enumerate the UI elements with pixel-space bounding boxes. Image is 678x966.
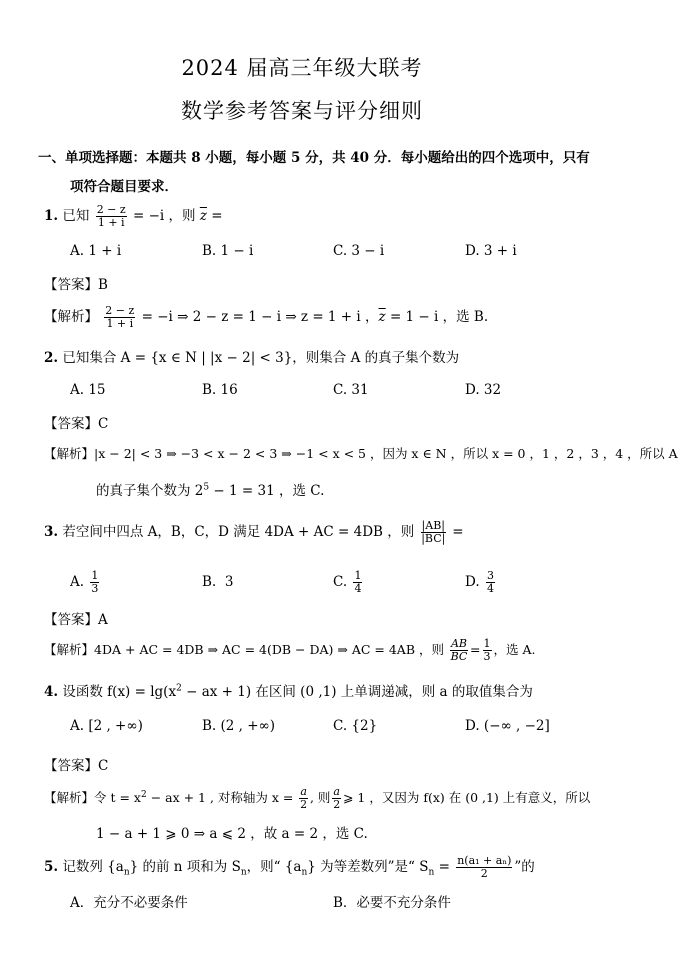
q4-an-c: , 则	[309, 790, 331, 805]
q3-a-num: 1	[91, 569, 99, 582]
q5-frac-den: 2	[480, 867, 488, 880]
q5-sub3: n	[301, 867, 308, 878]
q3-answer-value: A	[98, 612, 108, 628]
q3-a-frac	[90, 570, 99, 595]
q4-an-a: 令 t = x	[94, 790, 141, 805]
q5-text-e: =	[434, 859, 450, 875]
q1-analysis	[44, 305, 488, 330]
q2-an-sup: 5	[203, 482, 210, 493]
q4-an-frac1	[299, 786, 308, 811]
q4-text-a: 设函数 f(x) = lg(x	[62, 684, 177, 700]
q1-an-end: = 1 − i ，选 B.	[385, 309, 489, 325]
question-number: 4.	[44, 684, 59, 700]
q4-an-f1-den: 2	[300, 798, 308, 811]
question-number: 5.	[44, 859, 59, 875]
q5-frac-num: n(a₁ + aₙ)	[457, 854, 512, 867]
q2-option-b: B. 16	[202, 382, 238, 398]
q1-frac-den: 1 + i	[97, 216, 125, 229]
q3-option-a	[70, 570, 101, 595]
q1-option-d: D. 3 + i	[465, 243, 517, 259]
answer-label: 【答案】	[44, 612, 98, 628]
q3-analysis	[44, 638, 535, 663]
q1-an-zbar: $\overline{z}$	[378, 309, 386, 325]
document-subtitle: 数学参考答案与评分细则	[181, 99, 423, 123]
document-title: 2024 届高三年级大联考	[181, 56, 423, 80]
q3-an-end: ，选 A.	[493, 642, 536, 657]
q2-an-line2b: − 1 = 31 ，选 C.	[209, 483, 325, 499]
q4-option-b: B. (2 , +∞)	[202, 718, 276, 734]
q4-option-a: A. [2 , +∞)	[70, 718, 143, 734]
q3-option-d	[465, 570, 497, 595]
q5-text-d: } 为等差数列”是“ S	[307, 859, 429, 875]
q4-an-f2-num: a	[333, 785, 340, 798]
q5-sub2: n	[240, 867, 247, 878]
analysis-label: 【解析】	[44, 309, 98, 325]
q3-c-frac	[353, 570, 362, 595]
analysis-label: 【解析】	[44, 642, 95, 657]
q1-zbar: $\overline{z}$	[199, 208, 207, 224]
q2-text: 已知集合 A = {x ∈ N | |x − 2| < 3}，则集合 A 的真子集个数为	[62, 350, 460, 366]
q1-mid: = −i ，则	[133, 208, 196, 224]
section-heading-line1: 一、单项选择题：本题共 8 小题，每小题 5 分，共 40 分．每小题给出的四个选项中，只有	[38, 150, 590, 166]
q2-answer	[44, 412, 108, 432]
analysis-label: 【解析】	[44, 790, 95, 805]
q2-an-line1: |x − 2| < 3 ⇒ −3 < x − 2 < 3 ⇒ −1 < x < 5 ，因为 x ∈ N ，所以 x = 0 ，1 ，2 ，3 ，4 ，所以 A	[94, 446, 678, 461]
q4-an-f2-den: 2	[333, 798, 341, 811]
q1-eq: =	[211, 208, 223, 224]
q3-d-label: D.	[465, 574, 480, 590]
q3-frac-num: |AB|	[421, 519, 445, 532]
q2-an-line2a: 的真子集个数为 2	[96, 483, 204, 499]
q4-an-sup: 2	[140, 789, 147, 800]
question-number: 2.	[44, 350, 59, 366]
q4-an-b: − ax + 1 , 对称轴为 x =	[146, 790, 294, 805]
q3-an-frac2	[483, 638, 492, 663]
q4-an-frac2	[332, 786, 341, 811]
question-4-stem	[44, 680, 533, 700]
q3-option-b	[202, 574, 233, 590]
q3-an-frac2-num: 1	[483, 637, 491, 650]
q3-an-frac2-den: 3	[483, 650, 491, 663]
q2-option-c: C. 31	[333, 382, 369, 398]
q3-frac-den: |BC|	[421, 532, 446, 545]
answer-label: 【答案】	[44, 758, 98, 774]
section-heading-line2: 项符合题目要求．	[70, 179, 178, 195]
q3-an-text: 4DA + AC = 4DB ⇒ AC = 4(DB − DA) ⇒ AC = 4AB ，则	[94, 642, 444, 657]
q3-answer	[44, 608, 108, 628]
q4-sup: 2	[176, 683, 182, 694]
q5-option-b: B．必要不充分条件	[333, 895, 451, 911]
answer-label: 【答案】	[44, 416, 98, 432]
q5-text-b: } 的前 n 项和为 S	[129, 859, 241, 875]
q3-a-label: A.	[70, 574, 85, 590]
q1-option-c: C. 3 − i	[333, 243, 385, 259]
q4-an-d: ⩾ 1 ，又因为 f(x) 在 (0 ,1) 上有意义，所以	[342, 790, 591, 805]
q4-analysis-line1	[44, 786, 590, 811]
q3-option-c	[333, 570, 364, 595]
q1-frac-num: 2 − z	[96, 203, 126, 216]
q3-c-den: 4	[354, 582, 362, 595]
q3-an-eq: =	[470, 642, 481, 657]
q1-pre: 已知	[62, 208, 90, 224]
analysis-label: 【解析】	[44, 446, 95, 461]
q3-text: 若空间中四点 A，B，C，D 满足 4DA + AC = 4DB ，则	[62, 524, 415, 540]
q3-d-num: 3	[486, 569, 494, 582]
q3-an-frac-num: AB	[450, 637, 468, 650]
q4-option-d: D. (−∞ , −2]	[465, 718, 550, 734]
question-5-stem	[44, 855, 535, 880]
q4-an-f1-num: a	[300, 785, 307, 798]
q5-text-c: ，则“ {a	[246, 859, 302, 875]
q2-option-d: D. 32	[465, 382, 502, 398]
question-number: 3.	[44, 524, 59, 540]
q3-fraction	[421, 520, 446, 545]
q4-answer	[44, 754, 108, 774]
q4-analysis-line2: 1 − a + 1 ⩾ 0 ⇒ a ⩽ 2 ，故 a = 2 ，选 C.	[96, 826, 368, 842]
q1-an-frac-num: 2 − z	[105, 304, 135, 317]
q5-text-f: ”的	[514, 859, 535, 875]
q3-b-label: B.	[202, 574, 217, 590]
q3-an-frac-den: BC	[450, 650, 468, 663]
question-2-stem	[44, 346, 459, 366]
q1-answer	[44, 273, 108, 293]
q1-answer-value: B	[98, 277, 108, 293]
q2-answer-value: C	[98, 416, 109, 432]
q3-an-frac	[450, 638, 468, 663]
q5-text-a: 记数列 {a	[62, 859, 124, 875]
q5-option-a: A．充分不必要条件	[70, 895, 188, 911]
q1-an-rest: = −i ⇒ 2 − z = 1 − i ⇒ z = 1 + i ，	[141, 309, 379, 325]
q3-a-den: 3	[91, 582, 99, 595]
q2-option-a: A. 15	[70, 382, 106, 398]
q5-fraction	[456, 855, 512, 880]
q5-sub4: n	[428, 867, 435, 878]
q3-d-den: 4	[486, 582, 494, 595]
q1-option-b: B. 1 − i	[202, 243, 254, 259]
q2-analysis-line2	[96, 479, 324, 499]
q3-d-frac	[486, 570, 495, 595]
q1-option-a: A. 1 + i	[70, 243, 122, 259]
q1-an-frac-den: 1 + i	[106, 317, 134, 330]
q1-fraction	[96, 204, 127, 229]
q2-analysis-line1	[44, 444, 678, 462]
q4-answer-value: C	[98, 758, 109, 774]
q3-c-num: 1	[354, 569, 362, 582]
q3-eq: =	[452, 524, 464, 540]
q1-an-fraction	[104, 305, 135, 330]
question-number: 1.	[44, 208, 59, 224]
answer-label: 【答案】	[44, 277, 98, 293]
question-3-stem	[44, 520, 464, 545]
q3-c-label: C.	[333, 574, 348, 590]
q4-option-c: C. {2}	[333, 718, 378, 734]
q5-sub1: n	[123, 867, 130, 878]
question-1-stem	[44, 204, 223, 229]
q3-b-text: 3	[224, 574, 234, 590]
q4-text-b: − ax + 1) 在区间 (0 ,1) 上单调递减，则 a 的取值集合为	[181, 684, 533, 700]
